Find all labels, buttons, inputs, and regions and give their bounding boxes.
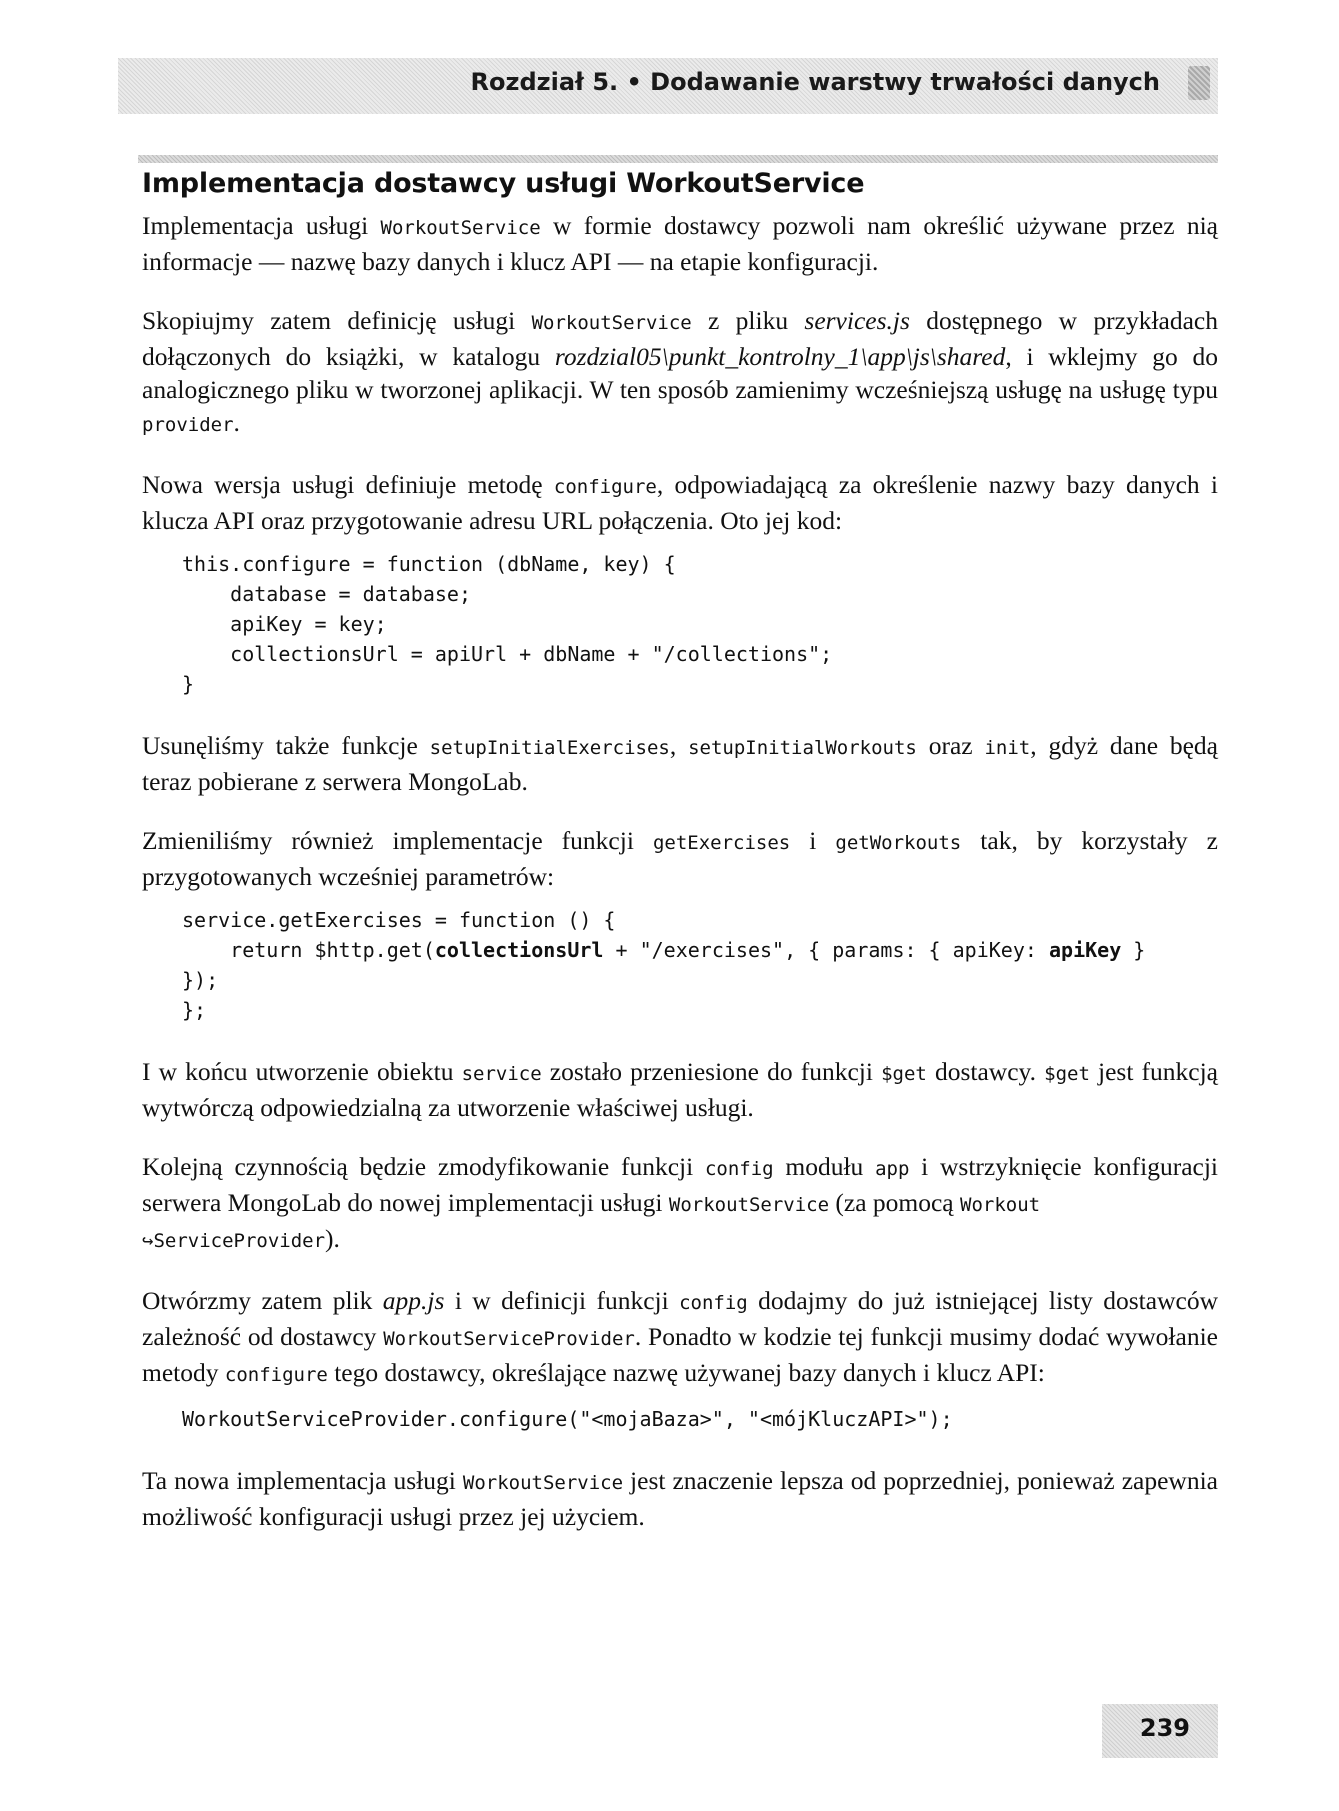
paragraph-4: Usunęliśmy także funkcje setupInitialExercises, setupInitialWorkouts oraz init, gdyż dane będą teraz pobierane z serwera MongoLab. — [142, 731, 1219, 796]
inline-code: configure — [224, 1364, 328, 1386]
paragraph-3: Nowa wersja usługi definiuje metodę configure, odpowiadającą za określenie nazwy bazy danych i klucza API oraz przygotowanie adresu URL połączenia. Oto jej kod: — [142, 470, 1219, 535]
header-tab-marker — [1188, 66, 1210, 100]
directory-path: rozdzial05\punkt_kontrolny_1\app\js\shared — [554, 342, 1006, 371]
code-block-configure: this.configure = function (dbName, key) { database = database; apiKey = key; collectionsUrl = apiUrl + dbName + "/collections"; } — [182, 552, 833, 696]
inline-code: service — [461, 1063, 542, 1085]
inline-code: WorkoutService — [531, 312, 692, 334]
inline-code: provider — [142, 414, 234, 436]
section-rule — [138, 155, 1218, 163]
inline-code: config — [704, 1158, 774, 1180]
code-block-provider-configure: WorkoutServiceProvider.configure("<mojaBaza>", "<mójKluczAPI>"); — [182, 1407, 953, 1431]
paragraph-1: Implementacja usługi WorkoutService w formie dostawcy pozwoli nam określić używane przez nią informacje — nazwę bazy danych i klucz API — na etapie konfiguracji. — [142, 211, 1218, 276]
paragraph-2: Skopiujmy zatem definicję usługi WorkoutService z pliku services.js dostępnego w przykładach dołączonych do książki, w katalogu rozdzial05\punkt_kontrolny_1\app\js\shared, i wklejmy go do analogicznego pliku w tworzonej aplikacji. W ten sposób zamienimy wcześniejszą usługę na usługę typu provider. — [142, 306, 1218, 437]
page-number: 239 — [1139, 1714, 1190, 1742]
inline-code: app — [875, 1158, 910, 1180]
section-heading: Implementacja dostawcy usługi WorkoutService — [142, 168, 865, 199]
inline-code: setupInitialExercises — [429, 737, 670, 759]
paragraph-7: Kolejną czynnością będzie zmodyfikowanie funkcji config modułu app i wstrzyknięcie konfiguracji serwera MongoLab do nowej implementacji usługi WorkoutService (za pomocą Workout ↪ServiceProvider). — [142, 1152, 1218, 1253]
inline-code: configure — [553, 476, 657, 498]
inline-code-continuation: ↪ServiceProvider — [142, 1230, 326, 1252]
running-header-title: Rozdział 5. • Dodawanie warstwy trwałości danych — [470, 68, 1160, 96]
inline-code: config — [679, 1292, 748, 1314]
paragraph-9: Ta nowa implementacja usługi WorkoutService jest znaczenie lepsza od poprzedniej, ponieważ zapewnia możliwość konfiguracji usługi przez jej użyciem. — [142, 1466, 1218, 1531]
page-number-band — [1102, 1704, 1218, 1758]
paragraph-8: Otwórzmy zatem plik app.js i w definicji funkcji config dodajmy do już istniejącej listy dostawców zależność od dostawcy WorkoutServiceProvider. Ponadto w kodzie tej funkcji musimy dodać wywołanie metody configure tego dostawcy, określające nazwę używanej bazy danych i klucz API: — [142, 1286, 1218, 1387]
inline-code: $get — [1044, 1063, 1090, 1085]
inline-code: WorkoutService — [668, 1194, 830, 1216]
file-name: app.js — [382, 1286, 445, 1315]
inline-code: setupInitialWorkouts — [688, 737, 917, 759]
file-name: services.js — [804, 306, 910, 335]
inline-code: Workout — [960, 1194, 1041, 1216]
inline-code: getWorkouts — [835, 832, 962, 854]
running-header — [118, 58, 1218, 114]
inline-code: WorkoutService — [462, 1472, 624, 1494]
page-content — [142, 168, 1218, 1559]
inline-code: getExercises — [652, 832, 791, 854]
inline-code: WorkoutServiceProvider — [383, 1328, 635, 1350]
code-block-get-exercises: service.getExercises = function () { return $http.get(collectionsUrl + "/exercises", { params: { apiKey: apiKey } }); }; — [182, 908, 1146, 1022]
inline-code: $get — [881, 1063, 927, 1085]
inline-code: WorkoutService — [380, 217, 541, 239]
paragraph-5: Zmieniliśmy również implementacje funkcji getExercises i getWorkouts tak, by korzystały z przygotowanych wcześniej parametrów: — [142, 826, 1218, 891]
paragraph-6: I w końcu utworzenie obiektu service zostało przeniesione do funkcji $get dostawcy. $get jest funkcją wytwórczą odpowiedzialną za utworzenie właściwej usługi. — [142, 1057, 1219, 1122]
inline-code: init — [984, 737, 1031, 759]
